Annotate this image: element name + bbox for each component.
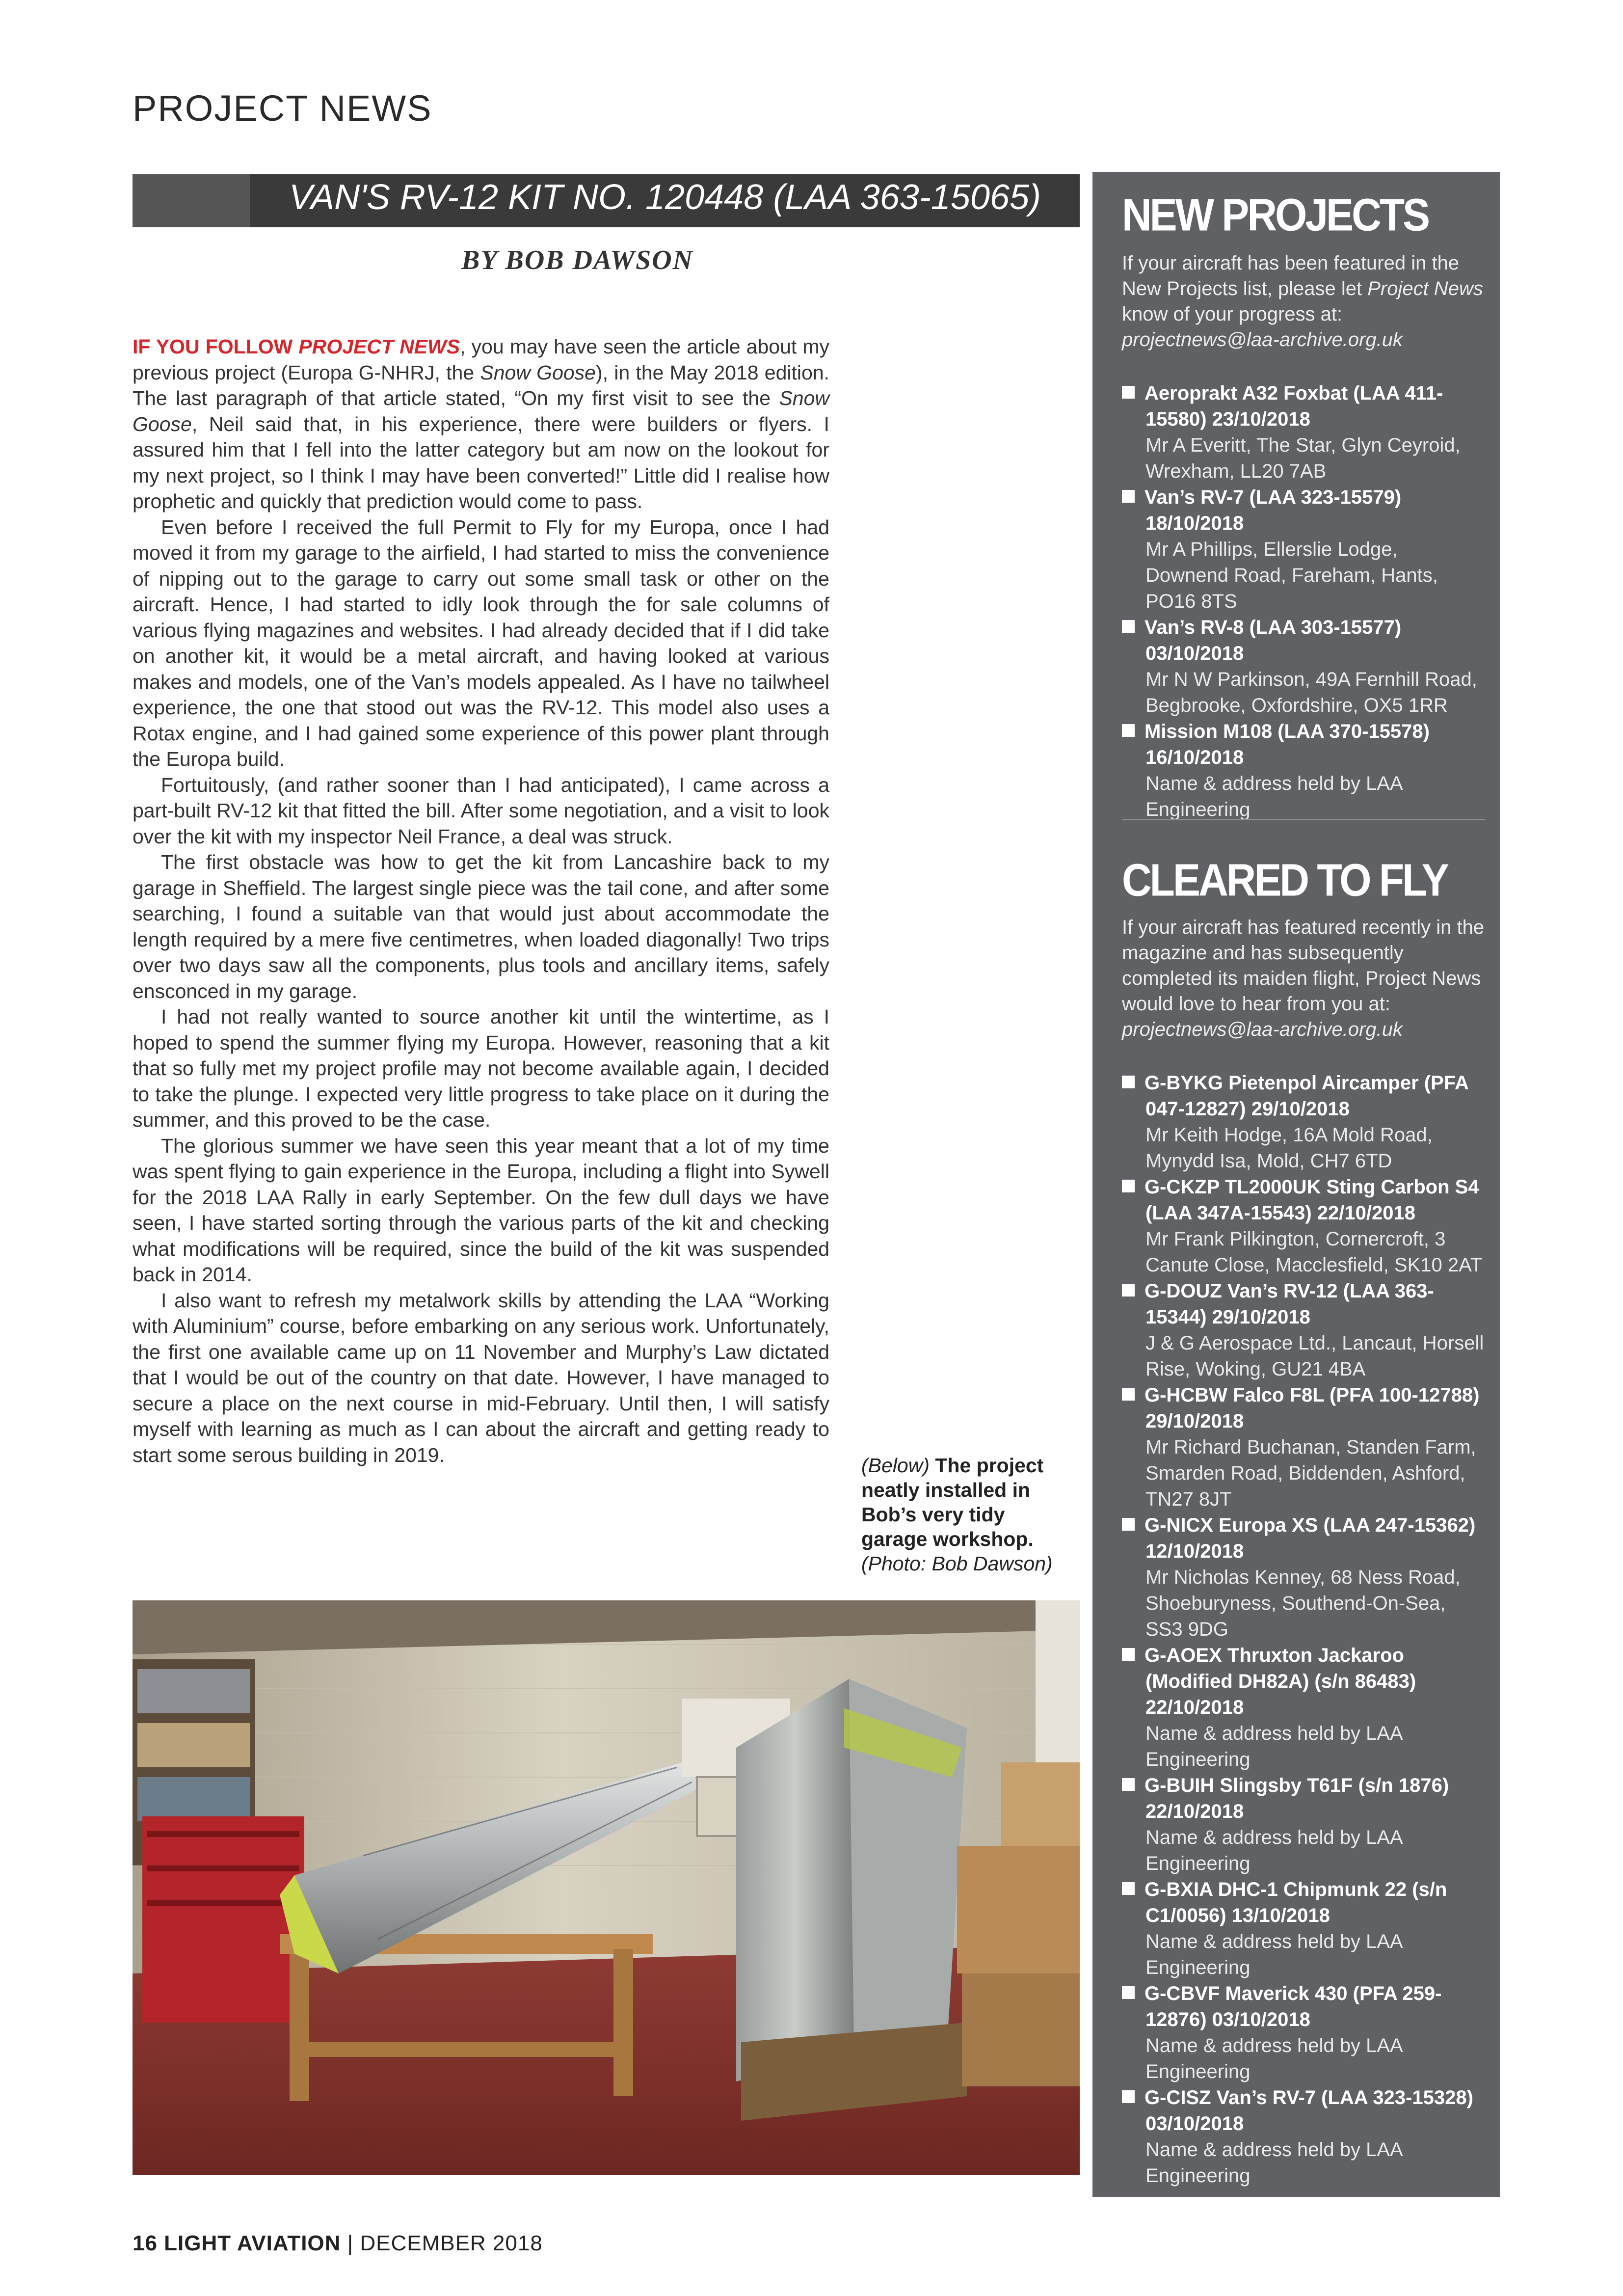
- list-item: [1122, 1877, 1485, 1981]
- square-bullet-icon: [1122, 386, 1135, 399]
- footer-separator: |: [341, 2231, 360, 2255]
- article-title-bar: [133, 174, 1080, 227]
- item-title: Van’s RV-8 (LAA 303-15577) 03/10/2018: [1122, 615, 1485, 667]
- item-title: G-CBVF Maverick 430 (PFA 259-12876) 03/10/2018: [1122, 1981, 1485, 2033]
- caption-below: (Below): [861, 1454, 930, 1477]
- item-address: J & G Aerospace Ltd., Lancaut, Horsell Rise, Woking, GU21 4BA: [1145, 1332, 1484, 1380]
- title-bar-accent: [133, 174, 250, 227]
- square-bullet-icon: [1122, 724, 1135, 737]
- square-bullet-icon: [1122, 1284, 1135, 1297]
- new-projects-list: [1122, 380, 1485, 823]
- list-item: [1122, 1643, 1485, 1773]
- item-address: Mr Nicholas Kenney, 68 Ness Road, Shoeburyness, Southend-On-Sea, SS3 9DG: [1145, 1567, 1461, 1640]
- square-bullet-icon: [1122, 490, 1135, 503]
- paragraph-1: IF YOU FOLLOW PROJECT NEWS, you may have seen the article about my previous project (Europa G-NHRJ, the Snow Goose), in the May 2018 edition. The last paragraph of that article stated, “On my first visit to see the Snow Goose, Neil said that, in his experience, there were builders or flyers. I assured him that I fell into the latter category but am now on the lookout for my next project, so I think I may have been converted!” Little did I realise how prophetic and quickly that prediction would come to pass.: [133, 335, 830, 513]
- list-item: [1122, 380, 1485, 485]
- item-title: G-CISZ Van’s RV-7 (LAA 323-15328) 03/10/2018: [1122, 2085, 1485, 2137]
- item-title: G-AOEX Thruxton Jackaroo (Modified DH82A) (s/n 86483) 22/10/2018: [1122, 1643, 1485, 1721]
- square-bullet-icon: [1122, 2090, 1135, 2103]
- list-item: [1122, 1070, 1485, 1174]
- item-title: G-BYKG Pietenpol Aircamper (PFA 047-12827) 29/10/2018: [1122, 1070, 1485, 1122]
- item-address: Name & address held by LAA Engineering: [1145, 1723, 1402, 1770]
- square-bullet-icon: [1122, 1076, 1135, 1088]
- list-item: [1122, 719, 1485, 823]
- list-item: [1122, 2085, 1485, 2189]
- list-item: [1122, 1382, 1485, 1513]
- list-item: [1122, 1513, 1485, 1643]
- item-title: G-BUIH Slingsby T61F (s/n 1876) 22/10/2018: [1122, 1773, 1485, 1825]
- square-bullet-icon: [1122, 1778, 1135, 1791]
- cleared-to-fly-heading: CLEARED TO FLY: [1122, 855, 1447, 906]
- item-title: Mission M108 (LAA 370-15578) 16/10/2018: [1122, 719, 1485, 771]
- sidebar-divider: [1122, 819, 1485, 820]
- list-item: [1122, 615, 1485, 719]
- list-item: [1122, 1981, 1485, 2085]
- square-bullet-icon: [1122, 1180, 1135, 1192]
- paragraph-6: The glorious summer we have seen this year meant that a lot of my time was spent flying to gain experience in the Europa, including a flight into Sywell for the 2018 LAA Rally in early September. On the few dull days we have seen, I have started sorting through the various parts of the kit and checking what modifications will be required, since the build of the kit was suspended back in 2014.: [133, 1134, 829, 1286]
- item-address: Mr N W Parkinson, 49A Fernhill Road, Begbrooke, Oxfordshire, OX5 1RR: [1145, 669, 1477, 716]
- square-bullet-icon: [1122, 1648, 1135, 1661]
- sidebar-panel: [1092, 172, 1500, 2197]
- garage-workshop-photo: [133, 1600, 1080, 2175]
- paragraph-5: I had not really wanted to source another kit until the wintertime, as I hoped to spend the summer flying my Europa. However, reasoning that a kit that so fully met my project profile may not become available again, I decided to take the plunge. I expected very little progress to take place on it during the summer, and this proved to be the case.: [133, 1005, 829, 1131]
- new-projects-email[interactable]: projectnews@laa-archive.org.uk: [1122, 329, 1403, 351]
- article-byline: BY BOB DAWSON: [461, 245, 694, 275]
- item-title: G-HCBW Falco F8L (PFA 100-12788) 29/10/2018: [1122, 1382, 1485, 1434]
- paragraph-4: The first obstacle was how to get the kit from Lancashire back to my garage in Sheffield. The largest single piece was the tail cone, and after some searching, I found a suitable van that would just about accommodate the length required by a mere five centimetres, when loaded diagonally! Two trips over two days saw all the components, plus tools and ancillary items, safely ensconced in my garage.: [133, 851, 829, 1002]
- item-address: Mr Richard Buchanan, Standen Farm, Smarden Road, Biddenden, Ashford, TN27 8JT: [1145, 1436, 1476, 1510]
- list-item: [1122, 485, 1485, 615]
- item-address: Name & address held by LAA Engineering: [1145, 1931, 1402, 1978]
- item-title: G-NICX Europa XS (LAA 247-15362) 12/10/2018: [1122, 1513, 1485, 1565]
- list-item: [1122, 1174, 1485, 1278]
- issue-date: DECEMBER 2018: [360, 2231, 543, 2255]
- cleared-intro: If your aircraft has featured recently in the magazine and has subsequently completed its maiden flight, Project News would love to hear from you at: projectnews@laa-archive.org.uk: [1122, 917, 1485, 1040]
- page-number-title: 16 LIGHT AVIATION: [133, 2231, 341, 2255]
- paragraph-7: I also want to refresh my metalwork skills by attending the LAA “Working with Aluminium” course, before embarking on any serious work. Unfortunately, the first one available came up on 11 November and Murphy’s Law dictated that I would be out of the country on that date. However, I have managed to secure a place on the next course in mid-February. Until then, I will satisfy myself with learning as much as I can about the aircraft and getting ready to start some serous building in 2019.: [133, 1289, 829, 1466]
- item-address: Name & address held by LAA Engineering: [1145, 2139, 1402, 2187]
- square-bullet-icon: [1122, 1518, 1135, 1531]
- page-footer: [133, 2231, 543, 2256]
- cleared-to-fly-list: [1122, 1070, 1485, 2189]
- item-address: Mr A Everitt, The Star, Glyn Ceyroid, Wrexham, LL20 7AB: [1145, 434, 1461, 482]
- square-bullet-icon: [1122, 620, 1135, 633]
- new-projects-heading: NEW PROJECTS: [1122, 189, 1429, 241]
- caption-credit: (Photo: Bob Dawson): [861, 1552, 1053, 1575]
- lead-in: IF YOU FOLLOW PROJECT NEWS: [133, 335, 460, 358]
- cleared-email[interactable]: projectnews@laa-archive.org.uk: [1122, 1019, 1403, 1040]
- item-title: G-DOUZ Van’s RV-12 (LAA 363-15344) 29/10/2018: [1122, 1278, 1485, 1330]
- item-title: G-BXIA DHC-1 Chipmunk 22 (s/n C1/0056) 13/10/2018: [1122, 1877, 1485, 1929]
- item-address: Mr A Phillips, Ellerslie Lodge, Downend Road, Fareham, Hants, PO16 8TS: [1145, 539, 1438, 612]
- paragraph-3: Fortuitously, (and rather sooner than I had anticipated), I came across a part-built RV-12 kit that fitted the bill. After some negotiation, and a visit to look over the kit with my inspector Neil France, a deal was struck.: [133, 773, 829, 848]
- item-address: Name & address held by LAA Engineering: [1145, 773, 1402, 820]
- item-address: Name & address held by LAA Engineering: [1145, 1827, 1402, 1874]
- item-title: Aeroprakt A32 Foxbat (LAA 411-15580) 23/10/2018: [1122, 380, 1485, 432]
- article-title: VAN'S RV-12 KIT NO. 120448 (LAA 363-15065): [289, 178, 1041, 217]
- item-address: Mr Frank Pilkington, Cornercroft, 3 Canute Close, Macclesfield, SK10 2AT: [1145, 1228, 1483, 1276]
- square-bullet-icon: [1122, 1388, 1135, 1401]
- item-title: G-CKZP TL2000UK Sting Carbon S4 (LAA 347A-15543) 22/10/2018: [1122, 1174, 1485, 1226]
- photo-caption: [861, 1453, 1067, 1576]
- new-projects-intro: If your aircraft has been featured in the New Projects list, please let Project News know of your progress at: projectnews@laa-archive.org.uk: [1122, 252, 1483, 351]
- list-item: [1122, 1278, 1485, 1382]
- item-address: Name & address held by LAA Engineering: [1145, 2035, 1402, 2082]
- caption-text: The project neatly installed in Bob’s very tidy garage workshop.: [861, 1454, 1044, 1550]
- item-address: Mr Keith Hodge, 16A Mold Road, Mynydd Isa, Mold, CH7 6TD: [1145, 1124, 1433, 1172]
- paragraph-2: Even before I received the full Permit to Fly for my Europa, once I had moved it from my garage to the airfield, I had started to miss the convenience of nipping out to the garage to carry out some small task or other on the aircraft. Hence, I had started to idly look through the for sale columns of various flying magazines and websites. I had already decided that if I did take on another kit, it would be a metal aircraft, and having looked at various makes and models, one of the Van’s models appealed. As I have no tailwheel experience, the one that stood out was the RV-12. This model also uses a Rotax engine, and I had gained some experience of this power plant through the Europa build.: [133, 515, 829, 770]
- list-item: [1122, 1773, 1485, 1877]
- section-heading: PROJECT NEWS: [133, 88, 432, 129]
- square-bullet-icon: [1122, 1882, 1135, 1895]
- item-title: Van’s RV-7 (LAA 323-15579) 18/10/2018: [1122, 485, 1485, 537]
- square-bullet-icon: [1122, 1986, 1135, 1999]
- article-body: [133, 334, 829, 1468]
